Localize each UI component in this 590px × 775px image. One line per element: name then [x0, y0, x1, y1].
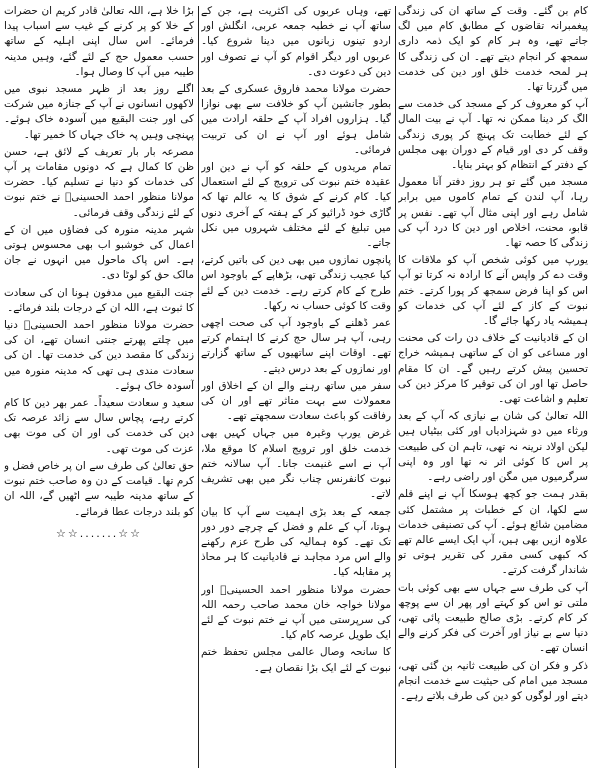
- paragraph: حق تعالیٰ کی طرف سے ان پر خاص فضل و کرم تھا۔ قیامت کے دن وہ صاحب ختم نبوت کے ساتھ مدینہ طیبہ سے اٹھیں گے، اللہ ان کو بلند درجات عطا فرمائے۔: [4, 459, 194, 518]
- paragraph: حضرت مولانا منظور احمد الحسینیؒ اور مولانا خواجہ خان محمد صاحب رحمہ اللہ کی سرپرستی میں آپ نے ختم نبوت کے لئے ایک طویل عرصہ کام کیا۔: [201, 583, 391, 642]
- paragraph: ذکر و فکر ان کی طبیعت ثانیہ بن گئی تھی، مسجد میں امام کی حیثیت سے خدمت انجام دیتے اور لوگوں کو دین کی طرف بلاتے رہے۔: [398, 659, 588, 702]
- paragraph: آپ کو معروف کر کے مسجد کی خدمت سے الگ کر دینا ممکن نہ تھا۔ آپ نے بیت المال کے لئے خطابت تک پہنچ کر پوری زندگی وقف کر دی اور قیام کے دوران بھی مجلس کے دفتر کے انتظام کو بہتر بنایا۔: [398, 98, 588, 172]
- column-divider: [395, 6, 396, 768]
- paragraph: آپ کی طرف سے جہاں سے بھی کوئی بات ملتی تو اس کو کہتے اور پھر ان سے پوچھ کر کام کرتے۔ بڑی صالح طبیعت پائی تھی، دنیا سے بے نیاز اور آخرت کی فکر کرنے والے انسان تھے۔: [398, 581, 588, 655]
- paragraph: بڑا خلا ہے، اللہ تعالیٰ قادر کریم ان حضرات کے خلا کو پر کرنے کے غیب سے اسباب پیدا فرمائے۔ اس سال اپنی اہلیہ کے ساتھ حسب معمول حج کے لئے گئے، وہیں مدینہ طیبہ میں آپ کا وصال ہوا۔: [4, 5, 194, 78]
- paragraph: پانچوں نمازوں میں بھی دین کی باتیں کرتے، کیا عجیب زندگی تھی، بڑھاپے کے باوجود اس طرح کے کام کرتے رہے۔ خدمت دین کے لئے وقت کا کوئی حساب نہ رکھا۔: [201, 254, 391, 312]
- paragraph: کام بن گئے۔ وقت کے ساتھ ان کی زندگی پیغمبرانہ تقاضوں کے مطابق کام میں لگ جاتے تھے، وہ ہر کام کو ایک ذمہ داری سمجھ کر انجام دیتے تھے۔ ان کی زندگی کا ہر لمحہ خدمت خلق اور دین کی خدمت میں گزرتا تھا۔: [398, 5, 588, 94]
- text-column-left: [4, 4, 194, 768]
- paragraph: بقدر ہمت جو کچھ ہوسکا آپ نے اپنے قلم سے لکھا، ان کے خطبات پر مشتمل کئی مضامین شائع ہوئے۔ آپ کی تصنیفی خدمات علاوہ ازیں بھی ہیں، آپ ایک ایسے عالم تھے کہ کبھی کسی مقرر کی تقریر ہوتی تو شاندار گرفت کرتے۔: [398, 488, 588, 577]
- paragraph: جنت البقیع میں مدفون ہونا ان کی سعادت کا ثبوت ہے، اللہ ان کے درجات بلند فرمائے۔: [4, 286, 194, 314]
- text-column-right: [398, 4, 588, 768]
- paragraph: سعید و سعادت سعیداً۔ عمر بھر دین کا کام کرتے رہے، پچاس سال سے زائد عرصہ تک دین کی خدمت کی اور ان کی موت بھی عزت کی موت تھی۔: [4, 397, 194, 455]
- closing-stars: ☆☆.......☆☆: [56, 526, 142, 540]
- paragraph: عمر ڈھلنے کے باوجود آپ کی صحت اچھی رہی، آپ ہر سال حج کرنے کا اہتمام کرتے تھے۔ اوقات اپنے ساتھیوں کے ساتھ گزارتے اور نمازوں کے بعد درس دیتے۔: [201, 317, 391, 375]
- paragraph: جمعہ کے بعد بڑی اہمیت سے آپ کا بیان ہوتا، آپ کے علم و فضل کے چرچے دور دور تک تھے۔ کوہ ہمالیہ کی طرح عزم رکھنے والے اس مرد مجاہد نے قادیانیت کا ہر محاذ پر مقابلہ کیا۔: [201, 505, 391, 579]
- paragraph: ان کے قادیانیت کے خلاف دن رات کی محنت اور مساعی کو ان کے ساتھی ہمیشہ خراج تحسین پیش کرتے رہیں گے۔ ان کا مقام حاصل تھا اور ان کی توقیر کا مرکز دین کی تعلیم و اشاعت تھی۔: [398, 332, 588, 406]
- paragraph: تھے، وہاں عربوں کی اکثریت ہے، جن کے ساتھ آپ نے خطبہ جمعہ عربی، انگلش اور اردو تینوں زبانوں میں دینا شروع کیا۔ عربوں اور دیگر اقوام کو آپ نے تصوف اور دین کی دعوت دی۔: [201, 5, 391, 78]
- paragraph: حضرت مولانا منظور احمد الحسینیؒ دنیا میں چلتے پھرتے جنتی انسان تھے، ان کی زندگی کا مقصد دین کی خدمت تھا۔ ان کی سعادت مندی ہی تھی کہ مدینہ منورہ میں آسودہ خاک ہوئے۔: [4, 319, 194, 392]
- column-divider: [198, 6, 199, 768]
- paragraph: تمام مریدوں کے حلقہ کو آپ نے دین اور عقیدہ ختم نبوت کی ترویج کے لئے استعمال کیا۔ کام کرنے کے شوق کا یہ عالم تھا کہ گاڑی خود ڈرائیو کر کے ہفتہ کے آخری دنوں میں تبلیغ کے لئے مختلف شہروں میں نکل جاتے۔: [201, 161, 391, 250]
- paragraph: کا سانحہ وصال عالمی مجلس تحفظ ختم نبوت کے لئے ایک بڑا نقصان ہے۔: [201, 646, 391, 674]
- paragraph: حضرت مولانا محمد فاروق عسکری کے بعد بطور جانشین آپ کو خلافت سے بھی نوازا گیا۔ ہزاروں افراد آپ کے حلقہ ارادت میں شامل ہوئے اور آپ نے ان کی تربیت فرمائی۔: [201, 83, 391, 156]
- paragraph: مصرعہ بار بار تعریف کے لائق ہے، حسن ظن کا کمال ہے کہ دونوں مقامات پر آپ کی خدمات کو دنیا نے تسلیم کیا۔ حضرت مولانا منظور احمد الحسینیؒ نے ختم نبوت کے لئے زندگی وقف فرمائی۔: [4, 145, 194, 219]
- paragraph: یورپ میں کوئی شخص آپ کو ملاقات کا وقت دے کر واپس آنے کا ارادہ نہ کرتا تو آپ اس کو اپنا فرض سمجھ کر پورا کرتے۔ ختم نبوت کے کاز کے لئے آپ کی خدمات کو ہمیشہ یاد رکھا جائے گا۔: [398, 254, 588, 328]
- paragraph: اگلے روز بعد از ظہر مسجد نبوی میں لاکھوں انسانوں نے آپ کے جنازہ میں شرکت کی اور جنت البقیع میں آسودہ خاک ہوئے۔ پہنچی وہیں پہ خاک جہاں کا خمیر تھا۔: [4, 83, 194, 141]
- text-column-middle: [201, 4, 391, 768]
- paragraph: مسجد میں گئے تو ہر روز دفتر آنا معمول رہا، آپ لندن کے تمام کاموں میں برابر شامل رہے اور اپنی مثال آپ تھے۔ نفس پر قابو، محنت، اخلاص اور دین کا درد آپ کی زندگی کا حصہ تھا۔: [398, 176, 588, 250]
- paragraph: اللہ تعالیٰ کی شان بے نیازی کہ آپ کے بعد ورثاء میں دو شہزادیاں اور کئی بیٹیاں ہیں لیکن اولاد نرینہ نہ تھی، تاہم ان کی طبیعت پر اس کا کوئی اثر نہ تھا اور وہ اپنی سرگرمیوں میں مگن اور راضی رہے۔: [398, 410, 588, 484]
- paragraph: سفر میں ساتھ رہنے والے ان کے اخلاق اور معمولات سے بہت متاثر تھے اور ان کی رفاقت کو باعث سعادت سمجھتے تھے۔: [201, 379, 391, 423]
- paragraph: شہر مدینہ منورہ کی فضاؤں میں ان کے اعمال کی خوشبو اب بھی محسوس ہوتی ہے۔ اس پاک ماحول میں انہوں نے جان مالک حق کو لوٹا دی۔: [4, 223, 194, 282]
- paragraph: غرض یورپ وغیرہ میں جہاں کہیں بھی خدمت خلق اور ترویج اسلام کا موقع ملا، آپ نے اسے غنیمت جانا۔ آپ سالانہ ختم نبوت کانفرنس چناب نگر میں بھی تشریف لاتے۔: [201, 427, 391, 501]
